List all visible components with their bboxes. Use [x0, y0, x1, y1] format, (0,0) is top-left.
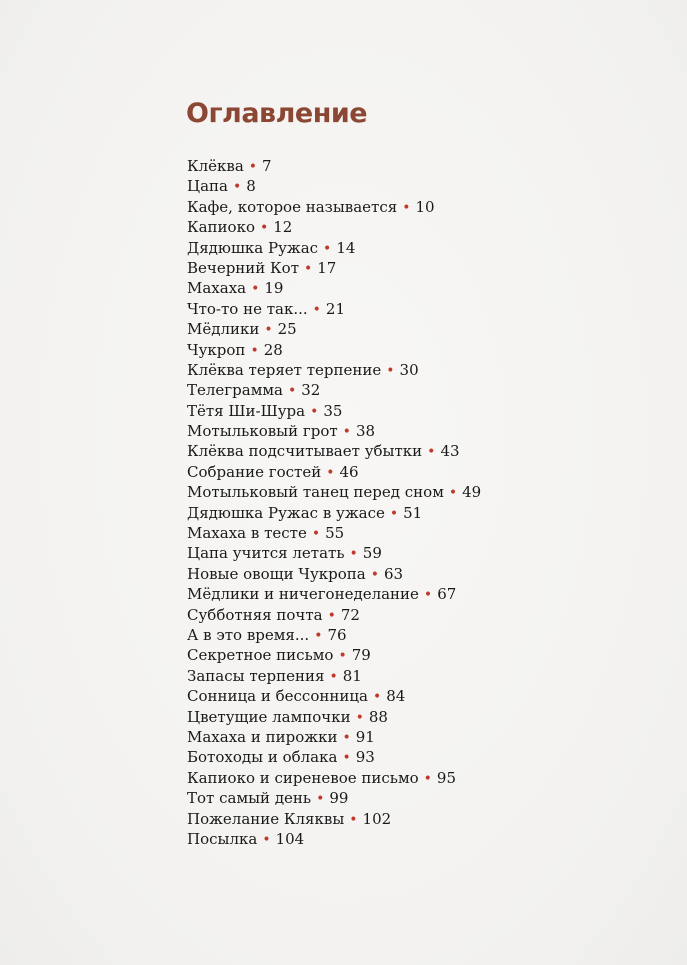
bullet-separator: • [327, 607, 336, 624]
toc-entry-title: Чукроп [187, 340, 246, 359]
bullet-separator: • [250, 342, 259, 359]
toc-entry [187, 217, 481, 237]
toc-entry [187, 605, 481, 625]
toc-entry-title: Мотыльковый танец перед сном [187, 483, 444, 502]
bullet-separator: • [386, 362, 395, 379]
toc-entry [187, 380, 481, 400]
bullet-separator: • [262, 831, 271, 848]
toc-entry-title: Тётя Ши-Шура [187, 401, 306, 420]
bullet-separator: • [342, 424, 351, 441]
toc-entry [187, 258, 481, 278]
toc-entry-page-number: 104 [275, 829, 305, 848]
toc-entry-title: Дядюшка Ружас [187, 238, 319, 257]
bullet-separator: • [389, 505, 399, 522]
toc-entry-title: Цапа [187, 177, 228, 196]
toc-entry [187, 584, 481, 604]
toc-entry-title: Цветущие лампочки [187, 707, 351, 726]
toc-entry-title: Запасы терпения [187, 666, 325, 685]
bullet-separator: • [423, 587, 433, 604]
bullet-separator: • [259, 220, 269, 237]
toc-entry-title: Собрание гостей [187, 462, 322, 481]
bullet-separator: • [264, 322, 273, 339]
toc-entry-page-number: 12 [273, 218, 293, 237]
toc-entry [187, 441, 481, 461]
toc-entry-title: Махаха в тесте [187, 524, 307, 543]
bullet-separator: • [427, 444, 436, 461]
toc-entry-page-number: 79 [351, 646, 371, 665]
bullet-separator: • [311, 526, 321, 543]
bullet-separator: • [312, 301, 321, 318]
bullet-separator: • [355, 709, 364, 726]
toc-entry [187, 503, 481, 523]
bullet-separator: • [248, 159, 258, 175]
toc-entry-title: Капиоко [187, 218, 255, 237]
toc-entry-title: Махаха и пирожки [187, 727, 338, 746]
toc-entry-page-number: 49 [462, 483, 482, 502]
toc-entry-title: Тот самый день [187, 789, 312, 808]
toc-entry-page-number: 88 [368, 707, 388, 726]
toc-entry-page-number: 99 [329, 789, 349, 808]
toc-entry-title: Клёква теряет терпение [187, 360, 382, 379]
toc-entry-page-number: 32 [301, 381, 321, 400]
toc-entry-page-number: 30 [399, 360, 419, 379]
toc-entry-page-number: 21 [325, 299, 346, 318]
toc-entry [187, 238, 481, 258]
toc-entry [187, 156, 481, 176]
toc-entry-page-number: 93 [355, 748, 375, 767]
toc-entry-title: А в это время... [187, 625, 310, 644]
toc-entry-page-number: 84 [386, 687, 406, 706]
toc-entry [187, 788, 481, 808]
toc-entry-page-number: 8 [246, 177, 256, 196]
toc-entry-page-number: 43 [440, 442, 460, 461]
toc-entry [187, 523, 481, 543]
toc-entry [187, 727, 481, 747]
toc-entry-title: Махаха [187, 279, 247, 298]
toc-entry [187, 360, 481, 380]
toc-entry [187, 666, 481, 686]
toc-entry-title: Мотыльковый грот [187, 422, 338, 441]
toc-entry-title: Мёдлики и ничегонеделание [187, 585, 419, 604]
toc-entry [187, 176, 481, 196]
bullet-separator: • [314, 627, 323, 644]
toc-entry-page-number: 7 [262, 157, 272, 175]
toc-entry-page-number: 72 [340, 605, 360, 624]
toc-entry-title: Вечерний Кот [187, 258, 299, 277]
toc-entry-title: Клёква подсчитывает убытки [187, 442, 423, 461]
toc-entry [187, 299, 481, 319]
toc-entry-title: Цапа учится летать [187, 544, 345, 563]
bullet-separator: • [329, 668, 338, 685]
toc-entry [187, 747, 481, 767]
toc-entry-title: Дядюшка Ружас в ужасе [187, 503, 385, 522]
toc-entry-page-number: 55 [325, 524, 345, 543]
toc-entry-page-number: 95 [436, 768, 457, 787]
toc-entry [187, 564, 481, 584]
bullet-separator: • [370, 566, 379, 583]
bullet-separator: • [251, 281, 260, 298]
bullet-separator: • [287, 383, 297, 400]
page-title: Оглавление [186, 98, 368, 129]
toc-entry-page-number: 38 [355, 422, 376, 441]
toc-entry [187, 401, 481, 421]
bullet-separator: • [323, 240, 332, 257]
toc-entry [187, 829, 481, 849]
toc-entry-page-number: 76 [327, 625, 347, 644]
toc-entry [187, 482, 481, 502]
toc-entry-page-number: 19 [264, 279, 284, 298]
toc-entry-page-number: 102 [362, 809, 392, 828]
bullet-separator: • [349, 546, 358, 563]
toc-entry [187, 625, 481, 645]
toc-entry-page-number: 91 [355, 727, 375, 746]
toc-entry [187, 645, 481, 665]
toc-entry-page-number: 10 [415, 197, 435, 216]
toc-entry [187, 319, 481, 339]
toc-entry-title: Что-то не так... [187, 299, 308, 318]
bullet-separator: • [349, 811, 358, 828]
bullet-separator: • [310, 403, 319, 420]
toc-entry-title: Мёдлики [187, 320, 260, 339]
toc-entry-page-number: 46 [339, 462, 359, 481]
toc-entry [187, 809, 481, 829]
toc-entry [187, 462, 481, 482]
toc-entry-page-number: 81 [342, 666, 362, 685]
bullet-separator: • [316, 791, 325, 808]
bullet-separator: • [372, 689, 382, 706]
toc-entry-title: Клёква [187, 157, 244, 175]
bullet-separator: • [232, 179, 242, 196]
toc-entry [187, 543, 481, 563]
toc-entry-page-number: 67 [437, 585, 457, 604]
toc-entry [187, 707, 481, 727]
toc-entry-page-number: 35 [323, 401, 343, 420]
toc-entry-page-number: 14 [336, 238, 356, 257]
bullet-separator: • [342, 729, 351, 746]
toc-entry [187, 768, 481, 788]
bullet-separator: • [326, 464, 335, 481]
table-of-contents [187, 156, 481, 849]
toc-entry-page-number: 28 [263, 340, 283, 359]
toc-entry-page-number: 25 [277, 320, 297, 339]
toc-entry-title: Сонница и бессонница [187, 687, 368, 706]
toc-entry [187, 421, 481, 441]
toc-entry-page-number: 51 [403, 503, 423, 522]
toc-entry [187, 278, 481, 298]
toc-entry [187, 340, 481, 360]
bullet-separator: • [402, 199, 411, 216]
toc-entry [187, 686, 481, 706]
toc-entry-title: Субботняя почта [187, 605, 323, 624]
toc-entry-title: Ботоходы и облака [187, 748, 338, 767]
toc-entry-title: Кафе, которое называется [187, 197, 398, 216]
bullet-separator: • [342, 750, 351, 767]
bullet-separator: • [338, 648, 347, 665]
toc-entry-title: Посылка [187, 829, 258, 848]
bullet-separator: • [304, 260, 313, 277]
toc-entry-title: Пожелание Кляквы [187, 809, 345, 828]
bullet-separator: • [423, 770, 432, 787]
toc-entry-title: Новые овощи Чукропа [187, 564, 366, 583]
toc-entry-title: Капиоко и сиреневое письмо [187, 768, 419, 787]
toc-entry-page-number: 63 [384, 564, 404, 583]
toc-entry-page-number: 17 [317, 258, 337, 277]
toc-entry [187, 197, 481, 217]
toc-entry-title: Телеграмма [187, 381, 283, 400]
toc-entry-title: Секретное письмо [187, 646, 334, 665]
toc-entry-page-number: 59 [362, 544, 382, 563]
bullet-separator: • [448, 485, 458, 502]
